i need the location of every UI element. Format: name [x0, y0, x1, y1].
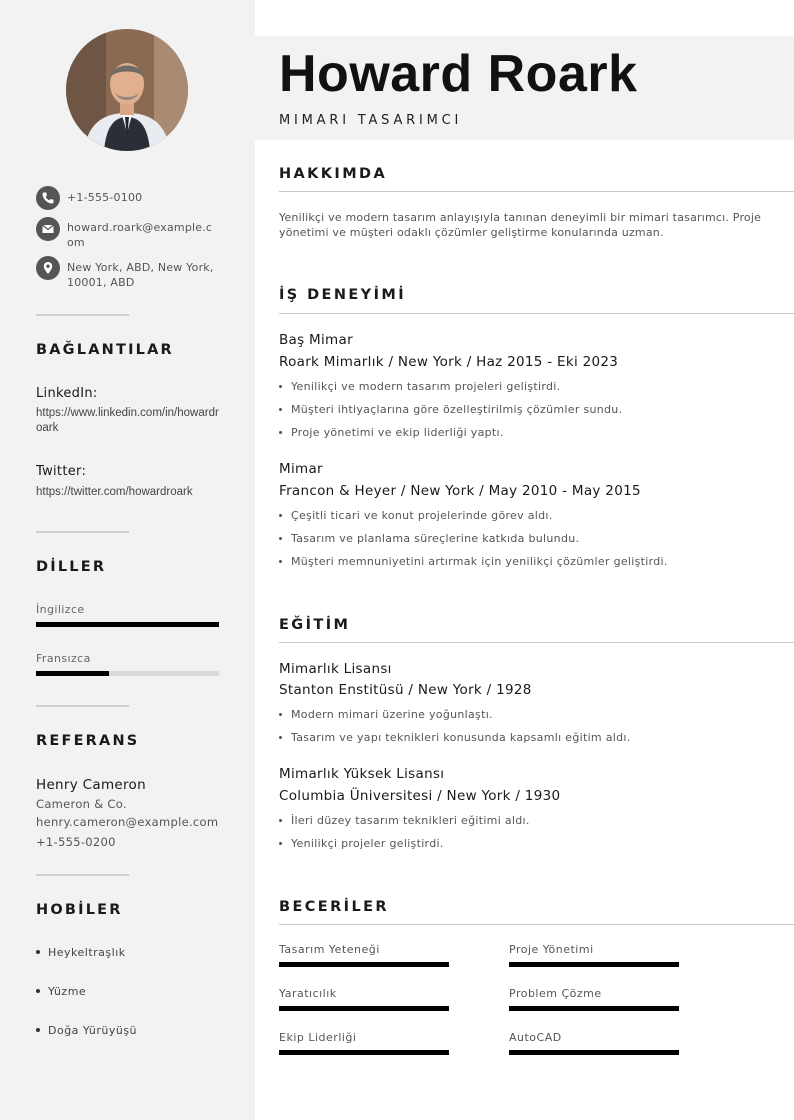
skill-name: Ekip Liderliği [279, 1031, 357, 1044]
job-subtitle: Francon & Heyer / New York / May 2010 - May 2015 [279, 483, 641, 499]
skill-name: AutoCAD [509, 1031, 562, 1044]
skills-heading: BECERİLER [279, 899, 389, 915]
job-title: Mimar [279, 461, 323, 477]
skill-level-fill [509, 1006, 679, 1011]
language-level-bar [36, 622, 219, 627]
sidebar-divider [36, 314, 129, 316]
degree-title: Mimarlık Lisansı [279, 661, 392, 677]
bullet-dot [279, 408, 282, 411]
education-heading: EĞİTİM [279, 617, 351, 633]
bullet-text: Müşteri memnuniyetini artırmak için yenilikçi çözümler geliştirdi. [291, 555, 668, 568]
person-name: Howard Roark [279, 45, 638, 103]
degree-bullet [279, 731, 631, 744]
skill-name: Problem Çözme [509, 987, 602, 1000]
hobby-item [36, 1024, 137, 1037]
degree-subtitle: Columbia Üniversitesi / New York / 1930 [279, 788, 561, 804]
reference-name: Henry Cameron [36, 777, 146, 793]
bullet-text: Tasarım ve yapı teknikleri konusunda kapsamlı eğitim aldı. [291, 731, 631, 744]
skill-name: Tasarım Yeteneği [279, 943, 380, 956]
skill-name: Proje Yönetimi [509, 943, 594, 956]
job-bullet [279, 532, 579, 545]
address-text: New York, ABD, New York, 10001, ABD [67, 261, 214, 289]
bullet-text: Müşteri ihtiyaçlarına göre özelleştirilmiş çözümler sundu. [291, 403, 623, 416]
experience-heading: İŞ DENEYİMİ [279, 287, 406, 303]
skill-level-fill [279, 962, 449, 967]
section-rule [279, 924, 794, 925]
skill-level-bar [509, 962, 679, 967]
section-rule [279, 191, 794, 192]
bullet-dot [279, 385, 282, 388]
bullet-dot [279, 736, 282, 739]
bullet-dot [36, 1028, 40, 1032]
phone-icon [36, 186, 60, 210]
skill-level-bar [279, 1006, 449, 1011]
degree-bullet [279, 708, 493, 721]
language-level-bar [36, 671, 219, 676]
bullet-text: İleri düzey tasarım teknikleri eğitimi aldı. [291, 814, 530, 827]
degree-subtitle: Stanton Enstitüsü / New York / 1928 [279, 682, 532, 698]
section-rule [279, 642, 794, 643]
hobby-label: Yüzme [48, 985, 87, 998]
skill-level-bar [279, 1050, 449, 1055]
about-text: Yenilikçi ve modern tasarım anlayışıyla tanınan deneyimli bir mimari tasarımcı. Proje yönetimi ve müşteri odaklı çözümler geliştirme konularında uzman. [279, 211, 762, 239]
bullet-dot [279, 819, 282, 822]
sidebar-divider [36, 705, 129, 707]
language-name: İngilizce [36, 603, 85, 616]
reference-heading: REFERANS [36, 733, 140, 749]
skill-level-fill [509, 962, 679, 967]
bullet-dot [279, 713, 282, 716]
job-bullet [279, 380, 560, 393]
job-bullet [279, 403, 622, 416]
skill-name: Yaratıcılık [279, 987, 337, 1000]
avatar [66, 29, 188, 151]
job-bullet [279, 555, 668, 568]
bullet-dot [36, 950, 40, 954]
location-pin-icon [36, 256, 60, 280]
language-level-fill [36, 671, 109, 676]
hobby-item [36, 946, 126, 959]
reference-company: Cameron & Co. [36, 797, 127, 811]
bullet-text: Çeşitli ticari ve konut projelerinde görev aldı. [291, 509, 553, 522]
main-content [255, 0, 794, 1120]
twitter-label: Twitter: [36, 464, 87, 479]
links-heading: BAĞLANTILAR [36, 342, 174, 358]
degree-bullet [279, 837, 444, 850]
degree-title: Mimarlık Yüksek Lisansı [279, 766, 445, 782]
sidebar [0, 0, 255, 1120]
contact-address [36, 256, 217, 290]
bullet-dot [279, 514, 282, 517]
bullet-dot [279, 842, 282, 845]
linkedin-label: LinkedIn: [36, 386, 98, 401]
job-title: Baş Mimar [279, 332, 353, 348]
sidebar-divider [36, 531, 129, 533]
reference-email: henry.cameron@example.com [36, 815, 219, 829]
hobby-label: Heykeltraşlık [48, 946, 126, 959]
bullet-dot [36, 989, 40, 993]
job-bullet [279, 426, 504, 439]
bullet-text: Tasarım ve planlama süreçlerine katkıda bulundu. [291, 532, 580, 545]
skill-level-bar [509, 1050, 679, 1055]
about-heading: HAKKIMDA [279, 166, 388, 182]
phone-text: +1-555-0100 [67, 191, 143, 204]
language-name: Fransızca [36, 652, 91, 665]
bullet-dot [279, 431, 282, 434]
contact-phone [36, 186, 217, 210]
linkedin-link[interactable]: https://www.linkedin.com/in/howardroark [36, 407, 219, 434]
email-text: howard.roark@example.com [67, 221, 213, 249]
contact-email [36, 217, 217, 250]
sidebar-divider [36, 874, 129, 876]
skill-level-fill [279, 1006, 449, 1011]
bullet-dot [279, 560, 282, 563]
reference-phone: +1-555-0200 [36, 835, 116, 849]
twitter-link[interactable]: https://twitter.com/howardroark [36, 486, 193, 498]
job-bullet [279, 509, 553, 522]
languages-heading: DİLLER [36, 559, 107, 575]
skill-level-fill [509, 1050, 679, 1055]
job-subtitle: Roark Mimarlık / New York / Haz 2015 - Eki 2023 [279, 354, 619, 370]
section-rule [279, 313, 794, 314]
skill-level-bar [279, 962, 449, 967]
bullet-text: Yenilikçi ve modern tasarım projeleri geliştirdi. [291, 380, 561, 393]
bullet-text: Yenilikçi projeler geliştirdi. [291, 837, 444, 850]
bullet-text: Modern mimari üzerine yoğunlaştı. [291, 708, 493, 721]
bullet-text: Proje yönetimi ve ekip liderliği yaptı. [291, 426, 504, 439]
skill-level-fill [279, 1050, 449, 1055]
job-title-header: MIMARI TASARIMCI [279, 113, 463, 128]
email-icon [36, 217, 60, 241]
degree-bullet [279, 814, 530, 827]
hobby-label: Doğa Yürüyüşü [48, 1024, 138, 1037]
hobby-item [36, 985, 86, 998]
skill-level-bar [509, 1006, 679, 1011]
bullet-dot [279, 537, 282, 540]
hobbies-heading: HOBİLER [36, 902, 123, 918]
language-level-fill [36, 622, 219, 627]
